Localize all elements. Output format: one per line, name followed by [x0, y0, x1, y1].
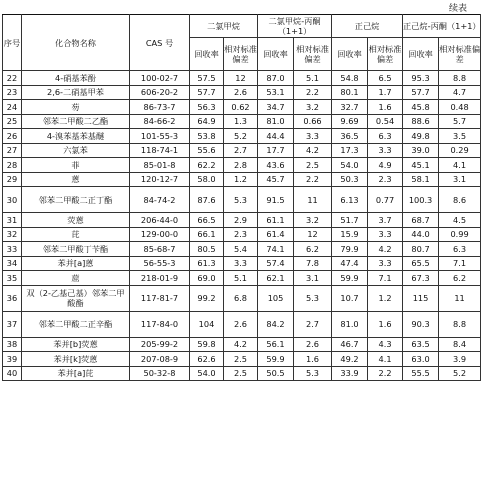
row-seq: 23 — [3, 85, 22, 100]
value-cell: 2.8 — [224, 158, 258, 173]
header-recovery: 回收率 — [403, 38, 439, 71]
compound-name: 邻苯二甲酸丁苄酯 — [22, 242, 130, 257]
value-cell: 50.5 — [258, 366, 294, 381]
value-cell: 4.3 — [368, 337, 403, 352]
value-cell: 62.6 — [190, 352, 224, 367]
row-seq: 33 — [3, 242, 22, 257]
value-cell: 84.2 — [258, 311, 294, 337]
value-cell: 44.0 — [403, 227, 439, 242]
table-row — [3, 158, 481, 173]
value-cell: 5.1 — [294, 71, 332, 86]
value-cell: 4.5 — [439, 213, 481, 228]
header-recovery: 回收率 — [190, 38, 224, 71]
cas-number: 206-44-0 — [130, 213, 190, 228]
value-cell: 3.3 — [224, 256, 258, 271]
value-cell: 2.5 — [224, 366, 258, 381]
table-row — [3, 271, 481, 286]
continued-label: 续表 — [448, 4, 467, 14]
value-cell: 59.9 — [332, 271, 368, 286]
value-cell: 6.13 — [332, 187, 368, 213]
value-cell: 8.6 — [439, 187, 481, 213]
value-cell: 59.9 — [258, 352, 294, 367]
value-cell: 7.1 — [439, 256, 481, 271]
value-cell: 2.5 — [224, 352, 258, 367]
value-cell: 5.7 — [439, 114, 481, 129]
header-group-dcm: 二氯甲烷 — [190, 15, 258, 38]
row-seq: 32 — [3, 227, 22, 242]
value-cell: 2.5 — [294, 158, 332, 173]
header-group-hexane-acetone: 正己烷-丙酮（1+1） — [403, 15, 481, 38]
value-cell: 17.7 — [258, 143, 294, 158]
value-cell: 0.99 — [439, 227, 481, 242]
table-row — [3, 227, 481, 242]
value-cell: 63.0 — [403, 352, 439, 367]
compound-name: 邻苯二甲酸二乙酯 — [22, 114, 130, 129]
value-cell: 56.3 — [190, 100, 224, 115]
cas-number: 205-99-2 — [130, 337, 190, 352]
value-cell: 100.3 — [403, 187, 439, 213]
value-cell: 1.7 — [368, 85, 403, 100]
compound-name: 邻苯二甲酸二正辛酯 — [22, 311, 130, 337]
header-recovery: 回收率 — [258, 38, 294, 71]
value-cell: 3.3 — [294, 129, 332, 144]
value-cell: 8.4 — [439, 337, 481, 352]
table-row — [3, 114, 481, 129]
compound-name: 芘 — [22, 227, 130, 242]
value-cell: 44.4 — [258, 129, 294, 144]
compound-name: 蒽 — [22, 172, 130, 187]
cas-number: 50-32-8 — [130, 366, 190, 381]
value-cell: 5.3 — [294, 366, 332, 381]
value-cell: 81.0 — [258, 114, 294, 129]
value-cell: 49.2 — [332, 352, 368, 367]
value-cell: 49.8 — [403, 129, 439, 144]
value-cell: 99.2 — [190, 285, 224, 311]
value-cell: 57.7 — [190, 85, 224, 100]
value-cell: 3.3 — [368, 256, 403, 271]
cas-number: 101-55-3 — [130, 129, 190, 144]
cas-number: 84-66-2 — [130, 114, 190, 129]
value-cell: 1.2 — [368, 285, 403, 311]
cas-number: 117-81-7 — [130, 285, 190, 311]
value-cell: 3.9 — [439, 352, 481, 367]
compound-name: 苯并[b]荧蒽 — [22, 337, 130, 352]
value-cell: 55.5 — [403, 366, 439, 381]
value-cell: 87.6 — [190, 187, 224, 213]
row-seq: 26 — [3, 129, 22, 144]
value-cell: 6.3 — [368, 129, 403, 144]
value-cell: 63.5 — [403, 337, 439, 352]
value-cell: 4.1 — [368, 352, 403, 367]
cas-number: 86-73-7 — [130, 100, 190, 115]
value-cell: 2.3 — [224, 227, 258, 242]
compound-name: 苯并[a]芘 — [22, 366, 130, 381]
row-seq: 40 — [3, 366, 22, 381]
value-cell: 6.8 — [224, 285, 258, 311]
table-row — [3, 256, 481, 271]
value-cell: 15.9 — [332, 227, 368, 242]
row-seq: 36 — [3, 285, 22, 311]
value-cell: 59.8 — [190, 337, 224, 352]
row-seq: 27 — [3, 143, 22, 158]
compound-name: 2,6-二硝基甲苯 — [22, 85, 130, 100]
value-cell: 4.2 — [368, 242, 403, 257]
value-cell: 6.5 — [368, 71, 403, 86]
value-cell: 2.7 — [294, 311, 332, 337]
value-cell: 66.5 — [190, 213, 224, 228]
cas-number: 117-84-0 — [130, 311, 190, 337]
value-cell: 45.1 — [403, 158, 439, 173]
header-rsd: 相对标准偏差 — [294, 38, 332, 71]
value-cell: 8.8 — [439, 311, 481, 337]
header-group-hexane: 正己烷 — [332, 15, 403, 38]
compound-name: 苯并[a]蒽 — [22, 256, 130, 271]
table-row — [3, 242, 481, 257]
table-row — [3, 85, 481, 100]
value-cell: 5.2 — [439, 366, 481, 381]
cas-number: 56-55-3 — [130, 256, 190, 271]
value-cell: 4.7 — [439, 85, 481, 100]
table-row — [3, 129, 481, 144]
value-cell: 2.6 — [224, 85, 258, 100]
value-cell: 61.4 — [258, 227, 294, 242]
table-row — [3, 311, 481, 337]
value-cell: 3.3 — [368, 227, 403, 242]
cas-number: 606-20-2 — [130, 85, 190, 100]
value-cell: 61.3 — [190, 256, 224, 271]
value-cell: 80.1 — [332, 85, 368, 100]
row-seq: 35 — [3, 271, 22, 286]
value-cell: 11 — [294, 187, 332, 213]
cas-number: 85-68-7 — [130, 242, 190, 257]
cas-number: 120-12-7 — [130, 172, 190, 187]
row-seq: 28 — [3, 158, 22, 173]
value-cell: 45.8 — [403, 100, 439, 115]
value-cell: 32.7 — [332, 100, 368, 115]
value-cell: 67.3 — [403, 271, 439, 286]
table-row — [3, 366, 481, 381]
value-cell: 53.8 — [190, 129, 224, 144]
value-cell: 3.1 — [439, 172, 481, 187]
value-cell: 12 — [224, 71, 258, 86]
value-cell: 47.4 — [332, 256, 368, 271]
value-cell: 91.5 — [258, 187, 294, 213]
value-cell: 50.3 — [332, 172, 368, 187]
value-cell: 5.4 — [224, 242, 258, 257]
row-seq: 22 — [3, 71, 22, 86]
value-cell: 69.0 — [190, 271, 224, 286]
value-cell: 3.5 — [439, 129, 481, 144]
value-cell: 2.7 — [224, 143, 258, 158]
cas-number: 118-74-1 — [130, 143, 190, 158]
value-cell: 0.77 — [368, 187, 403, 213]
value-cell: 54.0 — [190, 366, 224, 381]
value-cell: 11 — [439, 285, 481, 311]
value-cell: 64.9 — [190, 114, 224, 129]
recovery-table — [2, 14, 481, 381]
row-seq: 39 — [3, 352, 22, 367]
table-row — [3, 100, 481, 115]
value-cell: 66.1 — [190, 227, 224, 242]
value-cell: 4.9 — [368, 158, 403, 173]
value-cell: 4.2 — [224, 337, 258, 352]
header-rsd: 相对标准偏差 — [439, 38, 481, 71]
header-cas: CAS 号 — [130, 15, 190, 71]
value-cell: 5.2 — [224, 129, 258, 144]
table-row — [3, 187, 481, 213]
compound-name: 䓛 — [22, 271, 130, 286]
value-cell: 39.0 — [403, 143, 439, 158]
value-cell: 65.5 — [403, 256, 439, 271]
value-cell: 2.2 — [294, 85, 332, 100]
value-cell: 80.7 — [403, 242, 439, 257]
table-body — [3, 71, 481, 381]
value-cell: 90.3 — [403, 311, 439, 337]
compound-name: 荧蒽 — [22, 213, 130, 228]
table-row — [3, 285, 481, 311]
value-cell: 3.1 — [294, 271, 332, 286]
value-cell: 3.3 — [368, 143, 403, 158]
value-cell: 10.7 — [332, 285, 368, 311]
row-seq: 34 — [3, 256, 22, 271]
value-cell: 1.3 — [224, 114, 258, 129]
value-cell: 7.8 — [294, 256, 332, 271]
value-cell: 45.7 — [258, 172, 294, 187]
value-cell: 5.3 — [224, 187, 258, 213]
compound-name: 菲 — [22, 158, 130, 173]
value-cell: 12 — [294, 227, 332, 242]
value-cell: 2.2 — [294, 172, 332, 187]
value-cell: 51.7 — [332, 213, 368, 228]
cas-number: 207-08-9 — [130, 352, 190, 367]
value-cell: 61.1 — [258, 213, 294, 228]
value-cell: 57.7 — [403, 85, 439, 100]
row-seq: 25 — [3, 114, 22, 129]
header-rsd: 相对标准偏差 — [224, 38, 258, 71]
value-cell: 115 — [403, 285, 439, 311]
value-cell: 9.69 — [332, 114, 368, 129]
value-cell: 2.6 — [224, 311, 258, 337]
value-cell: 1.2 — [224, 172, 258, 187]
value-cell: 56.1 — [258, 337, 294, 352]
value-cell: 5.1 — [224, 271, 258, 286]
value-cell: 54.0 — [332, 158, 368, 173]
header-group-dcm-acetone: 二氯甲烷-丙酮（1+1） — [258, 15, 332, 38]
compound-name: 双（2-乙基己基）邻苯二甲酸酯 — [22, 285, 130, 311]
value-cell: 68.7 — [403, 213, 439, 228]
compound-name: 邻苯二甲酸二正丁酯 — [22, 187, 130, 213]
value-cell: 53.1 — [258, 85, 294, 100]
cas-number: 84-74-2 — [130, 187, 190, 213]
value-cell: 46.7 — [332, 337, 368, 352]
value-cell: 34.7 — [258, 100, 294, 115]
row-seq: 37 — [3, 311, 22, 337]
table-row — [3, 71, 481, 86]
header-rsd: 相对标准偏差 — [368, 38, 403, 71]
value-cell: 5.3 — [294, 285, 332, 311]
value-cell: 7.1 — [368, 271, 403, 286]
value-cell: 0.48 — [439, 100, 481, 115]
header-seq: 序号 — [3, 15, 22, 71]
header-recovery: 回收率 — [332, 38, 368, 71]
value-cell: 4.2 — [294, 143, 332, 158]
compound-name: 六氯苯 — [22, 143, 130, 158]
value-cell: 79.9 — [332, 242, 368, 257]
compound-name: 芴 — [22, 100, 130, 115]
value-cell: 57.4 — [258, 256, 294, 271]
cas-number: 129-00-0 — [130, 227, 190, 242]
value-cell: 1.6 — [368, 311, 403, 337]
table-row — [3, 352, 481, 367]
value-cell: 62.1 — [258, 271, 294, 286]
value-cell: 1.6 — [368, 100, 403, 115]
table-row — [3, 213, 481, 228]
value-cell: 80.5 — [190, 242, 224, 257]
compound-name: 苯并[k]荧蒽 — [22, 352, 130, 367]
value-cell: 43.6 — [258, 158, 294, 173]
value-cell: 54.8 — [332, 71, 368, 86]
cas-number: 100-02-7 — [130, 71, 190, 86]
value-cell: 36.5 — [332, 129, 368, 144]
row-seq: 38 — [3, 337, 22, 352]
value-cell: 105 — [258, 285, 294, 311]
compound-name: 4-硝基苯酚 — [22, 71, 130, 86]
value-cell: 104 — [190, 311, 224, 337]
value-cell: 0.54 — [368, 114, 403, 129]
row-seq: 29 — [3, 172, 22, 187]
value-cell: 0.66 — [294, 114, 332, 129]
table-row — [3, 337, 481, 352]
value-cell: 2.9 — [224, 213, 258, 228]
value-cell: 87.0 — [258, 71, 294, 86]
value-cell: 62.2 — [190, 158, 224, 173]
value-cell: 4.1 — [439, 158, 481, 173]
value-cell: 3.7 — [368, 213, 403, 228]
row-seq: 24 — [3, 100, 22, 115]
value-cell: 33.9 — [332, 366, 368, 381]
value-cell: 2.2 — [368, 366, 403, 381]
value-cell: 2.6 — [294, 337, 332, 352]
value-cell: 0.62 — [224, 100, 258, 115]
value-cell: 58.1 — [403, 172, 439, 187]
value-cell: 6.2 — [294, 242, 332, 257]
value-cell: 57.5 — [190, 71, 224, 86]
header-name: 化合物名称 — [22, 15, 130, 71]
value-cell: 3.2 — [294, 100, 332, 115]
table-row — [3, 143, 481, 158]
value-cell: 1.6 — [294, 352, 332, 367]
value-cell: 0.29 — [439, 143, 481, 158]
value-cell: 6.2 — [439, 271, 481, 286]
value-cell: 88.6 — [403, 114, 439, 129]
compound-name: 4-溴苯基苯基醚 — [22, 129, 130, 144]
row-seq: 31 — [3, 213, 22, 228]
row-seq: 30 — [3, 187, 22, 213]
value-cell: 6.3 — [439, 242, 481, 257]
table-row — [3, 172, 481, 187]
value-cell: 3.2 — [294, 213, 332, 228]
value-cell: 58.0 — [190, 172, 224, 187]
cas-number: 218-01-9 — [130, 271, 190, 286]
cas-number: 85-01-8 — [130, 158, 190, 173]
value-cell: 81.0 — [332, 311, 368, 337]
value-cell: 55.6 — [190, 143, 224, 158]
value-cell: 74.1 — [258, 242, 294, 257]
value-cell: 2.3 — [368, 172, 403, 187]
value-cell: 95.3 — [403, 71, 439, 86]
value-cell: 17.3 — [332, 143, 368, 158]
value-cell: 8.8 — [439, 71, 481, 86]
